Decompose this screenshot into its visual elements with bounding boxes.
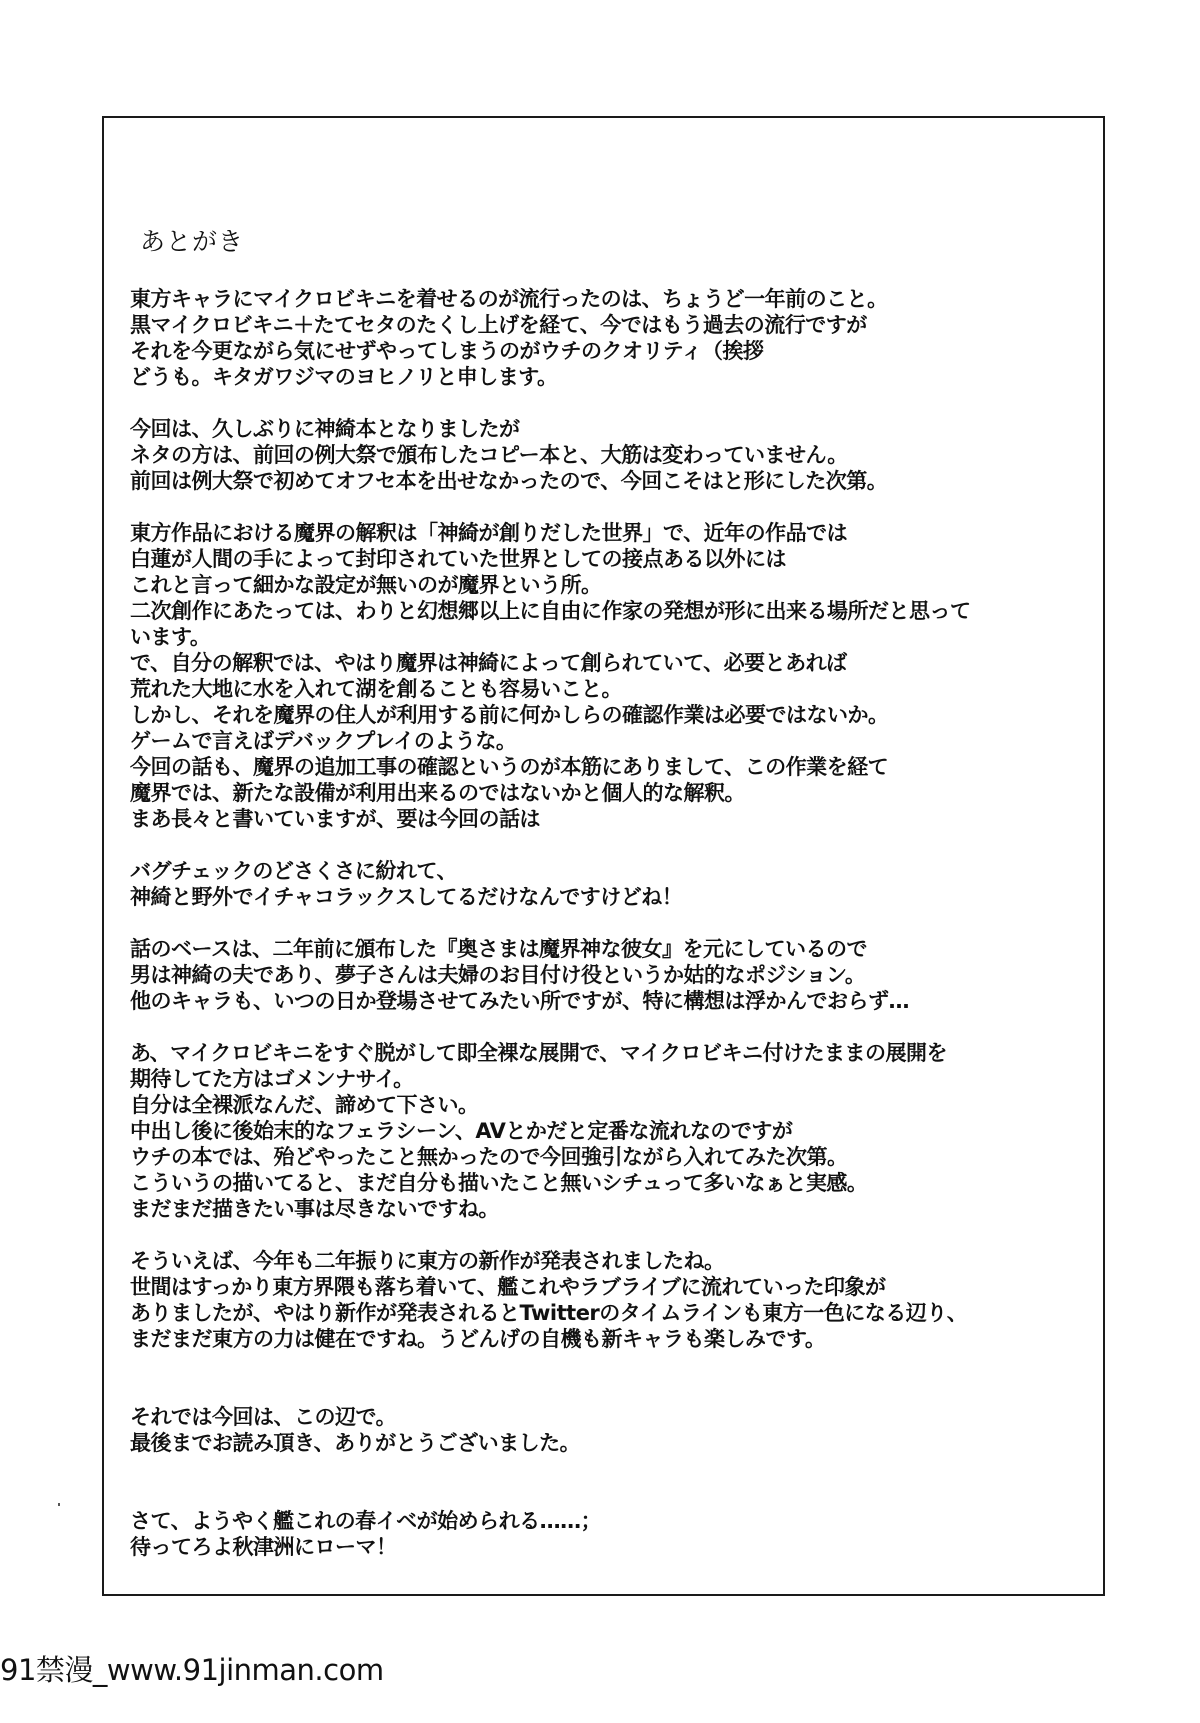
text-line: 魔界では、新たな設備が利用出来るのではないかと個人的な解釈。 [130,781,745,805]
text-line: これと言って細かな設定が無いのが魔界という所。 [130,573,602,597]
text-line: 東方作品における魔界の解釈は「神綺が創りだした世界」で、近年の作品では [130,521,848,545]
text-line: 自分は全裸派なんだ、諦めて下さい。 [130,1093,479,1117]
paragraph-8 [130,1404,1085,1456]
page-title: あとがき [140,227,245,256]
text-line: それでは今回は、この辺で。 [130,1405,397,1429]
text-line: どうも。キタガワジマのヨヒノリと申します。 [130,365,558,389]
paragraph-1 [130,286,1085,390]
text-line: 男は神綺の夫であり、夢子さんは夫婦のお目付け役というか姑的なポジション。 [130,963,866,987]
text-line: 最後までお読み頂き、ありがとうございました。 [130,1431,581,1455]
text-line: 神綺と野外でイチャコラックスしてるだけなんですけどね！ [130,885,683,909]
text-line: こういうの描いてると、まだ自分も描いたこと無いシチュって多いなぁと実感。 [130,1171,868,1195]
text-line: 待ってろよ秋津洲にローマ！ [130,1535,397,1559]
scan-speck [58,1503,60,1506]
text-line: バグチェックのどさくさに紛れて、 [130,859,457,883]
text-line: ウチの本では、殆どやったこと無かったので今回強引ながら入れてみた次第。 [130,1145,848,1169]
text-line: 前回は例大祭で初めてオフセ本を出せなかったので、今回こそはと形にした次第。 [130,469,888,493]
site-watermark: 91禁漫_www.91jinman.com [0,1653,384,1687]
text-line: 黒マイクロビキニ＋たてセタのたくし上げを経て、今ではもう過去の流行ですが [130,313,867,337]
text-line: 期待してた方はゴメンナサイ。 [130,1067,414,1091]
text-line: で、自分の解釈では、やはり魔界は神綺によって創られていて、必要とあれば [130,651,847,675]
afterword-body [130,286,1085,1560]
text-line: ありましたが、やはり新作が発表されるとTwitterのタイムラインも東方一色になる辺り、 [130,1301,968,1325]
text-line: まだまだ描きたい事は尽きないですね。 [130,1197,499,1221]
text-line: まだまだ東方の力は健在ですね。うどんげの自機も新キャラも楽しみです。 [130,1327,826,1351]
paragraph-3 [130,520,1085,832]
text-line: 荒れた大地に水を入れて湖を創ることも容易いこと。 [130,677,622,701]
paragraph-7 [130,1248,1085,1352]
text-line: 今回は、久しぶりに神綺本となりましたが [130,417,520,441]
text-line: それを今更ながら気にせずやってしまうのがウチのクオリティ（挨拶 [130,339,764,363]
text-line: 白蓮が人間の手によって封印されていた世界としての接点ある以外には [130,547,786,571]
text-line: そういえば、今年も二年振りに東方の新作が発表されましたね。 [130,1249,725,1273]
paragraph-5 [130,936,1085,1014]
text-line: 世間はすっかり東方界隈も落ち着いて、艦これやラブライブに流れていった印象が [130,1275,886,1299]
paragraph-2 [130,416,1085,494]
text-line: ゲームで言えばデバックプレイのような。 [130,729,517,753]
text-line: まあ長々と書いていますが、要は今回の話は [130,807,540,831]
text-line: ネタの方は、前回の例大祭で頒布したコピー本と、大筋は変わっていません。 [130,443,848,467]
text-line: 中出し後に後始末的なフェラシーン、AVとかだと定番な流れなのですが [130,1119,793,1143]
text-line: います。 [130,625,211,649]
paragraph-6 [130,1040,1085,1222]
text-line: 他のキャラも、いつの日か登場させてみたい所ですが、特に構想は浮かんでおらず… [130,989,909,1013]
text-line: あ、マイクロビキニをすぐ脱がして即全裸な展開で、マイクロビキニ付けたままの展開を [130,1041,948,1065]
paragraph-9 [130,1508,1085,1560]
text-line: さて、ようやく艦これの春イベが始められる……； [130,1509,602,1533]
text-line: 東方キャラにマイクロビキニを着せるのが流行ったのは、ちょうど一年前のこと。 [130,287,888,311]
text-line: 二次創作にあたっては、わりと幻想郷以上に自由に作家の発想が形に出来る場所だと思って [130,599,971,623]
text-line: 今回の話も、魔界の追加工事の確認というのが本筋にありまして、この作業を経て [130,755,889,779]
text-line: しかし、それを魔界の住人が利用する前に何かしらの確認作業は必要ではないか。 [130,703,889,727]
paragraph-4 [130,858,1085,910]
text-line: 話のベースは、二年前に頒布した『奥さまは魔界神な彼女』を元にしているので [130,937,867,961]
